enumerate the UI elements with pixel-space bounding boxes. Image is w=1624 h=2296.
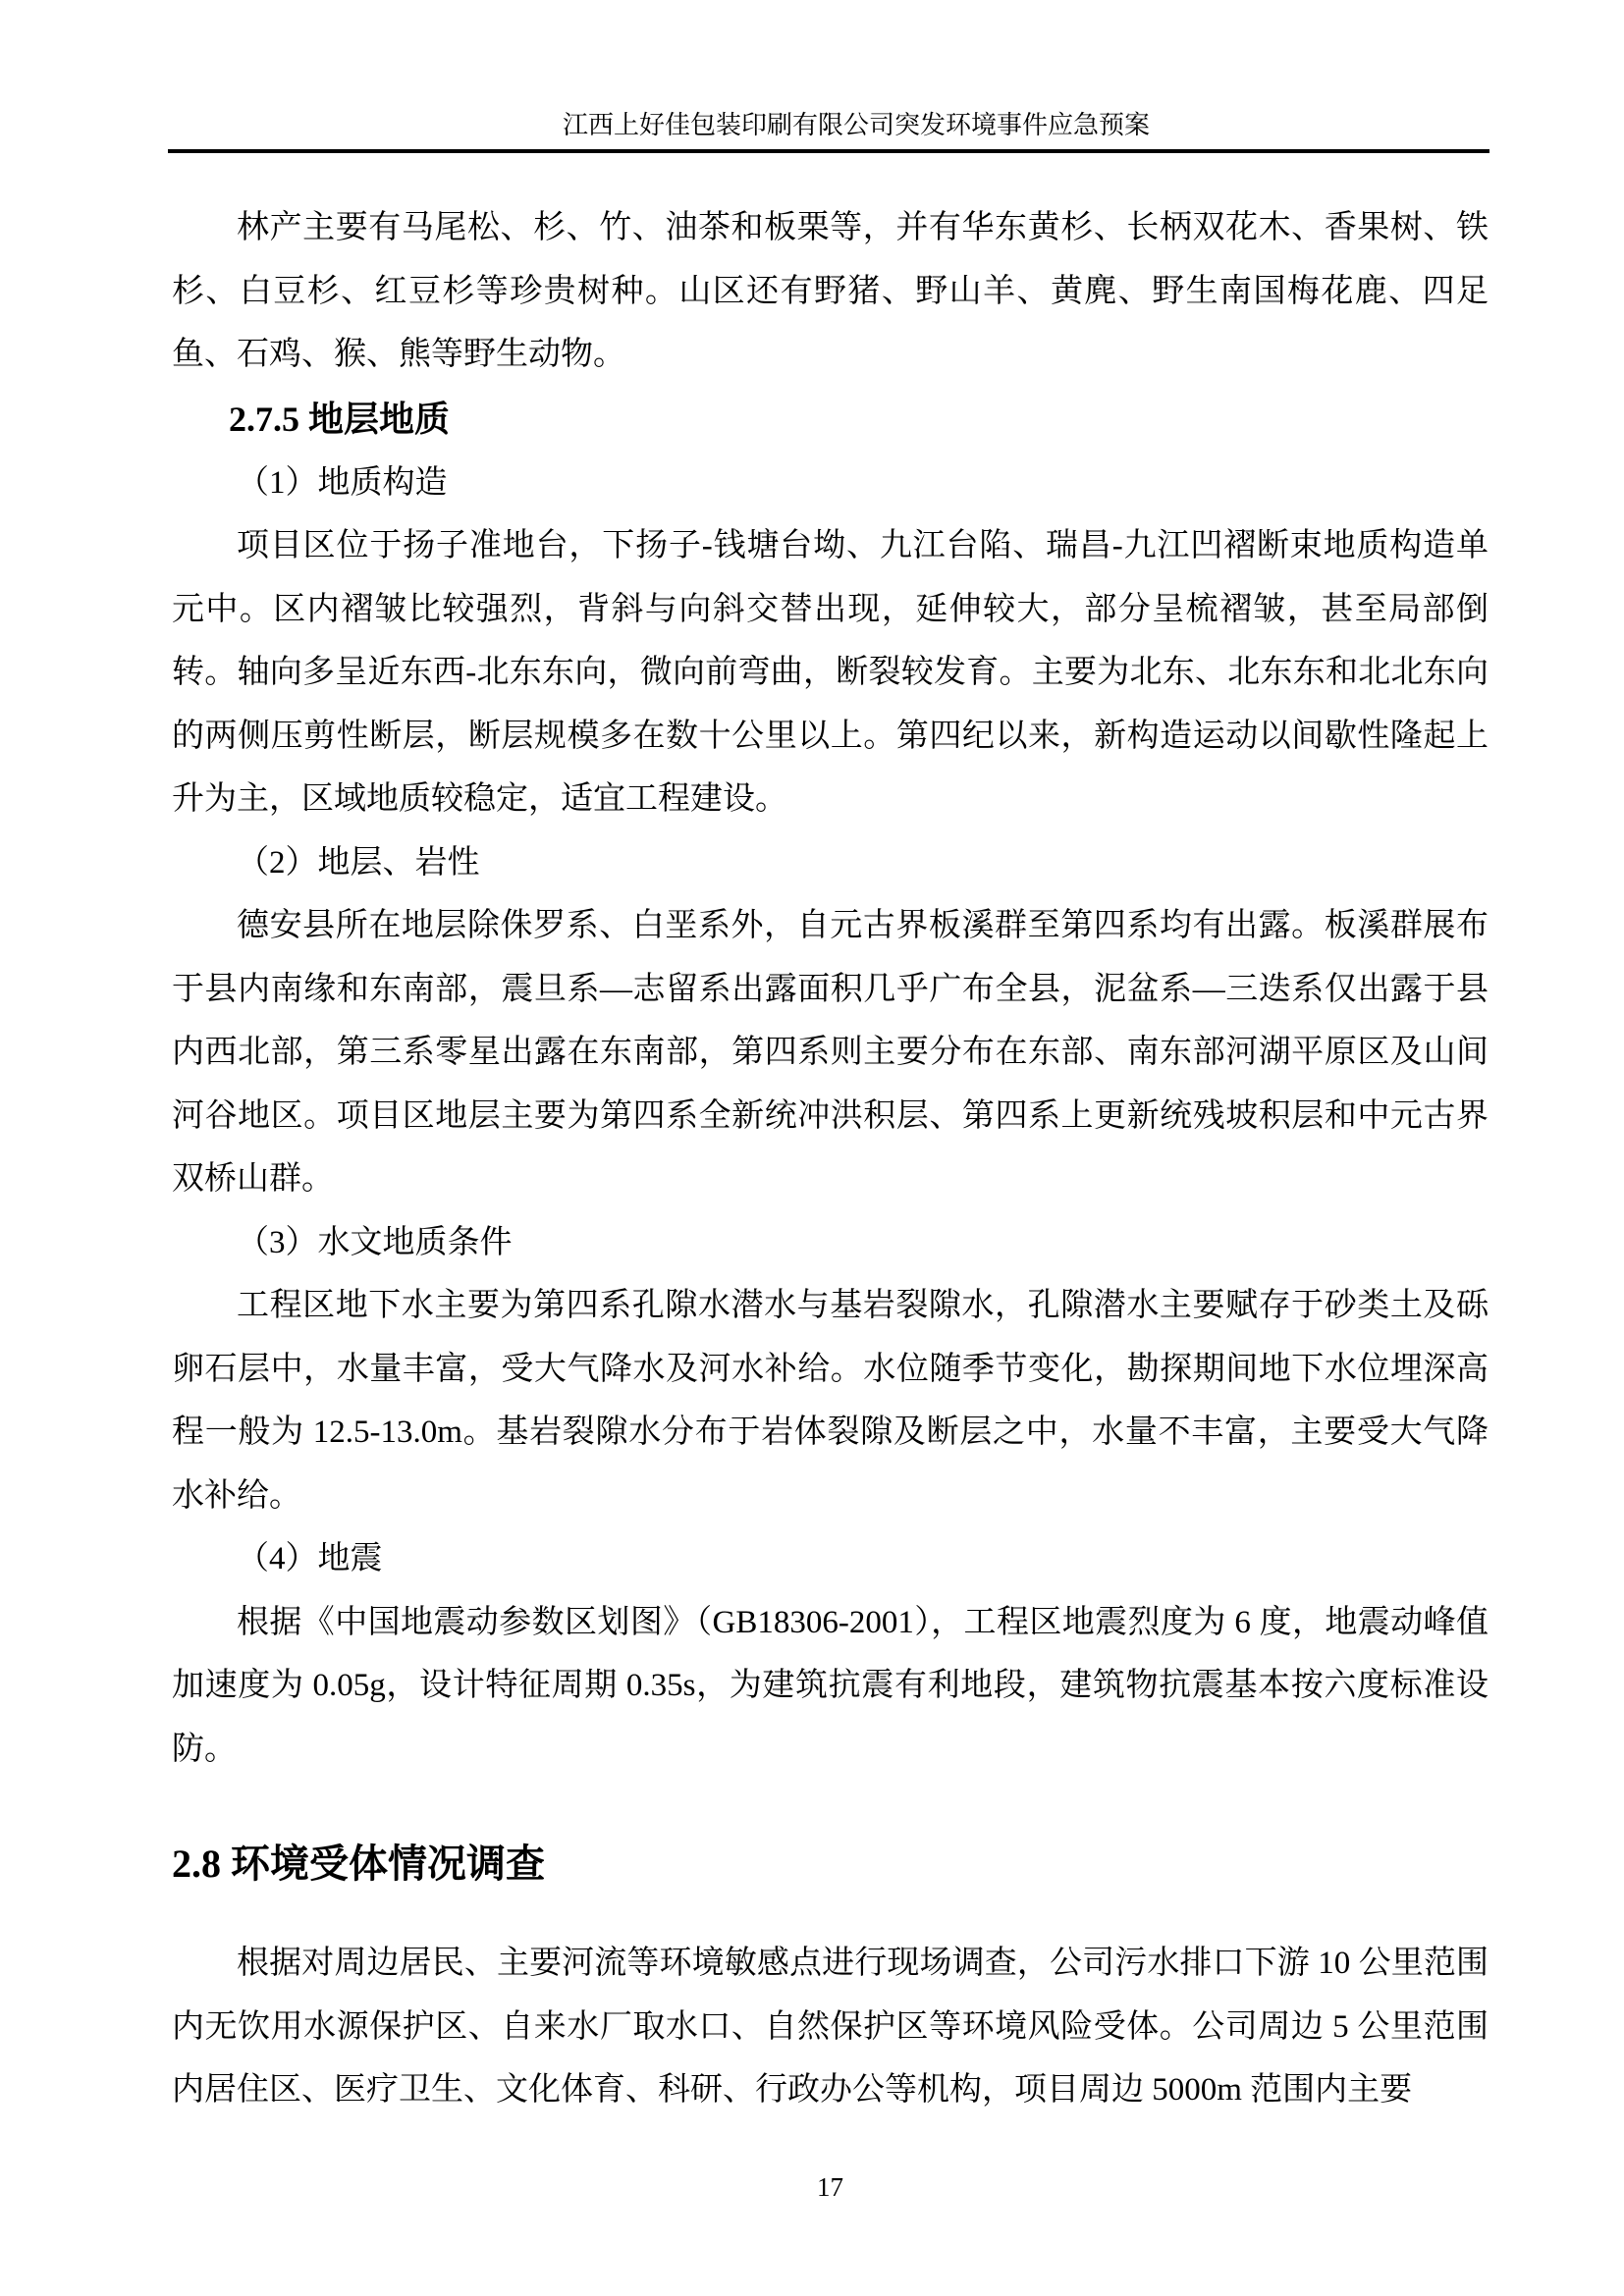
running-header-title: 江西上好佳包装印刷有限公司突发环境事件应急预案 [563,111,1151,139]
paragraph-geologic-structure: 项目区位于扬子准地台，下扬子-钱塘台坳、九江台陷、瑞昌-九江凹褶断束地质构造单元中。区内褶皱比较强烈，背斜与向斜交替出现，延伸较大，部分呈梳褶皱，甚至局部倒转。轴向多呈近东西-北东东向，微向前弯曲，断裂较发育。主要为北东、北东东和北北东向的两侧压剪性断层，断层规模多在数十公里以上。第四纪以来，新构造运动以间歇性隆起上升为主，区域地质较稳定，适宜工程建设。 [172,528,1489,817]
page-footer [172,2171,1489,2203]
document-body [172,153,1489,2122]
paragraph-strata-lithology: 德安县所在地层除侏罗系、白垩系外，自元古界板溪群至第四系均有出露。板溪群展布于县内南缘和东南部，震旦系—志留系出露面积几乎广布全县，泥盆系—三迭系仅出露于县内西北部，第三系零星出露在东南部，第四系则主要分布在东部、南东部河湖平原区及山间河谷地区。项目区地层主要为第四系全新统冲洪积层、第四系上更新统残坡积层和中元古界双桥山群。 [172,908,1489,1197]
heading-2-8-environmental-receptor-survey: 2.8 环境受体情况调查 [172,1842,545,1886]
page-number: 17 [817,2172,843,2202]
paragraph-hydrogeology: 工程区地下水主要为第四系孔隙水潜水与基岩裂隙水，孔隙潜水主要赋存于砂类土及砾卵石层中，水量丰富，受大气降水及河水补给。水位随季节变化，勘探期间地下水位埋深高程一般为 12.5-13.0m。基岩裂隙水分布于岩体裂隙及断层之中，水量不丰富，主要受大气降水补给。 [172,1288,1489,1514]
subheading-earthquake: （4）地震 [237,1541,383,1576]
paragraph-earthquake: 根据《中国地震动参数区划图》（GB18306-2001），工程区地震烈度为 6 度，地震动峰值加速度为 0.05g，设计特征周期 0.35s，为建筑抗震有利地段，建筑物抗震基本按六度标准设防。 [172,1604,1489,1767]
subheading-hydrogeology-conditions: （3）水文地质条件 [237,1224,513,1260]
heading-2-7-5-strata-geology: 2.7.5 地层地质 [229,399,451,439]
subheading-geologic-structure: （1）地质构造 [237,464,448,501]
subheading-strata-lithology: （2）地层、岩性 [237,844,480,881]
paragraph-forestry-wildlife: 林产主要有马尾松、杉、竹、油茶和板栗等，并有华东黄杉、长柄双花木、香果树、铁杉、白豆杉、红豆杉等珍贵树种。山区还有野猪、野山羊、黄麂、野生南国梅花鹿、四足鱼、石鸡、猴、熊等野生动物。 [172,210,1489,372]
paragraph-receptor-survey: 根据对周边居民、主要河流等环境敏感点进行现场调查，公司污水排口下游 10 公里范围内无饮用水源保护区、自来水厂取水口、自然保护区等环境风险受体。公司周边 5 公里范围内居住区、医疗卫生、文化体育、科研、行政办公等机构，项目周边 5000m 范围内主要 [172,1946,1489,2108]
